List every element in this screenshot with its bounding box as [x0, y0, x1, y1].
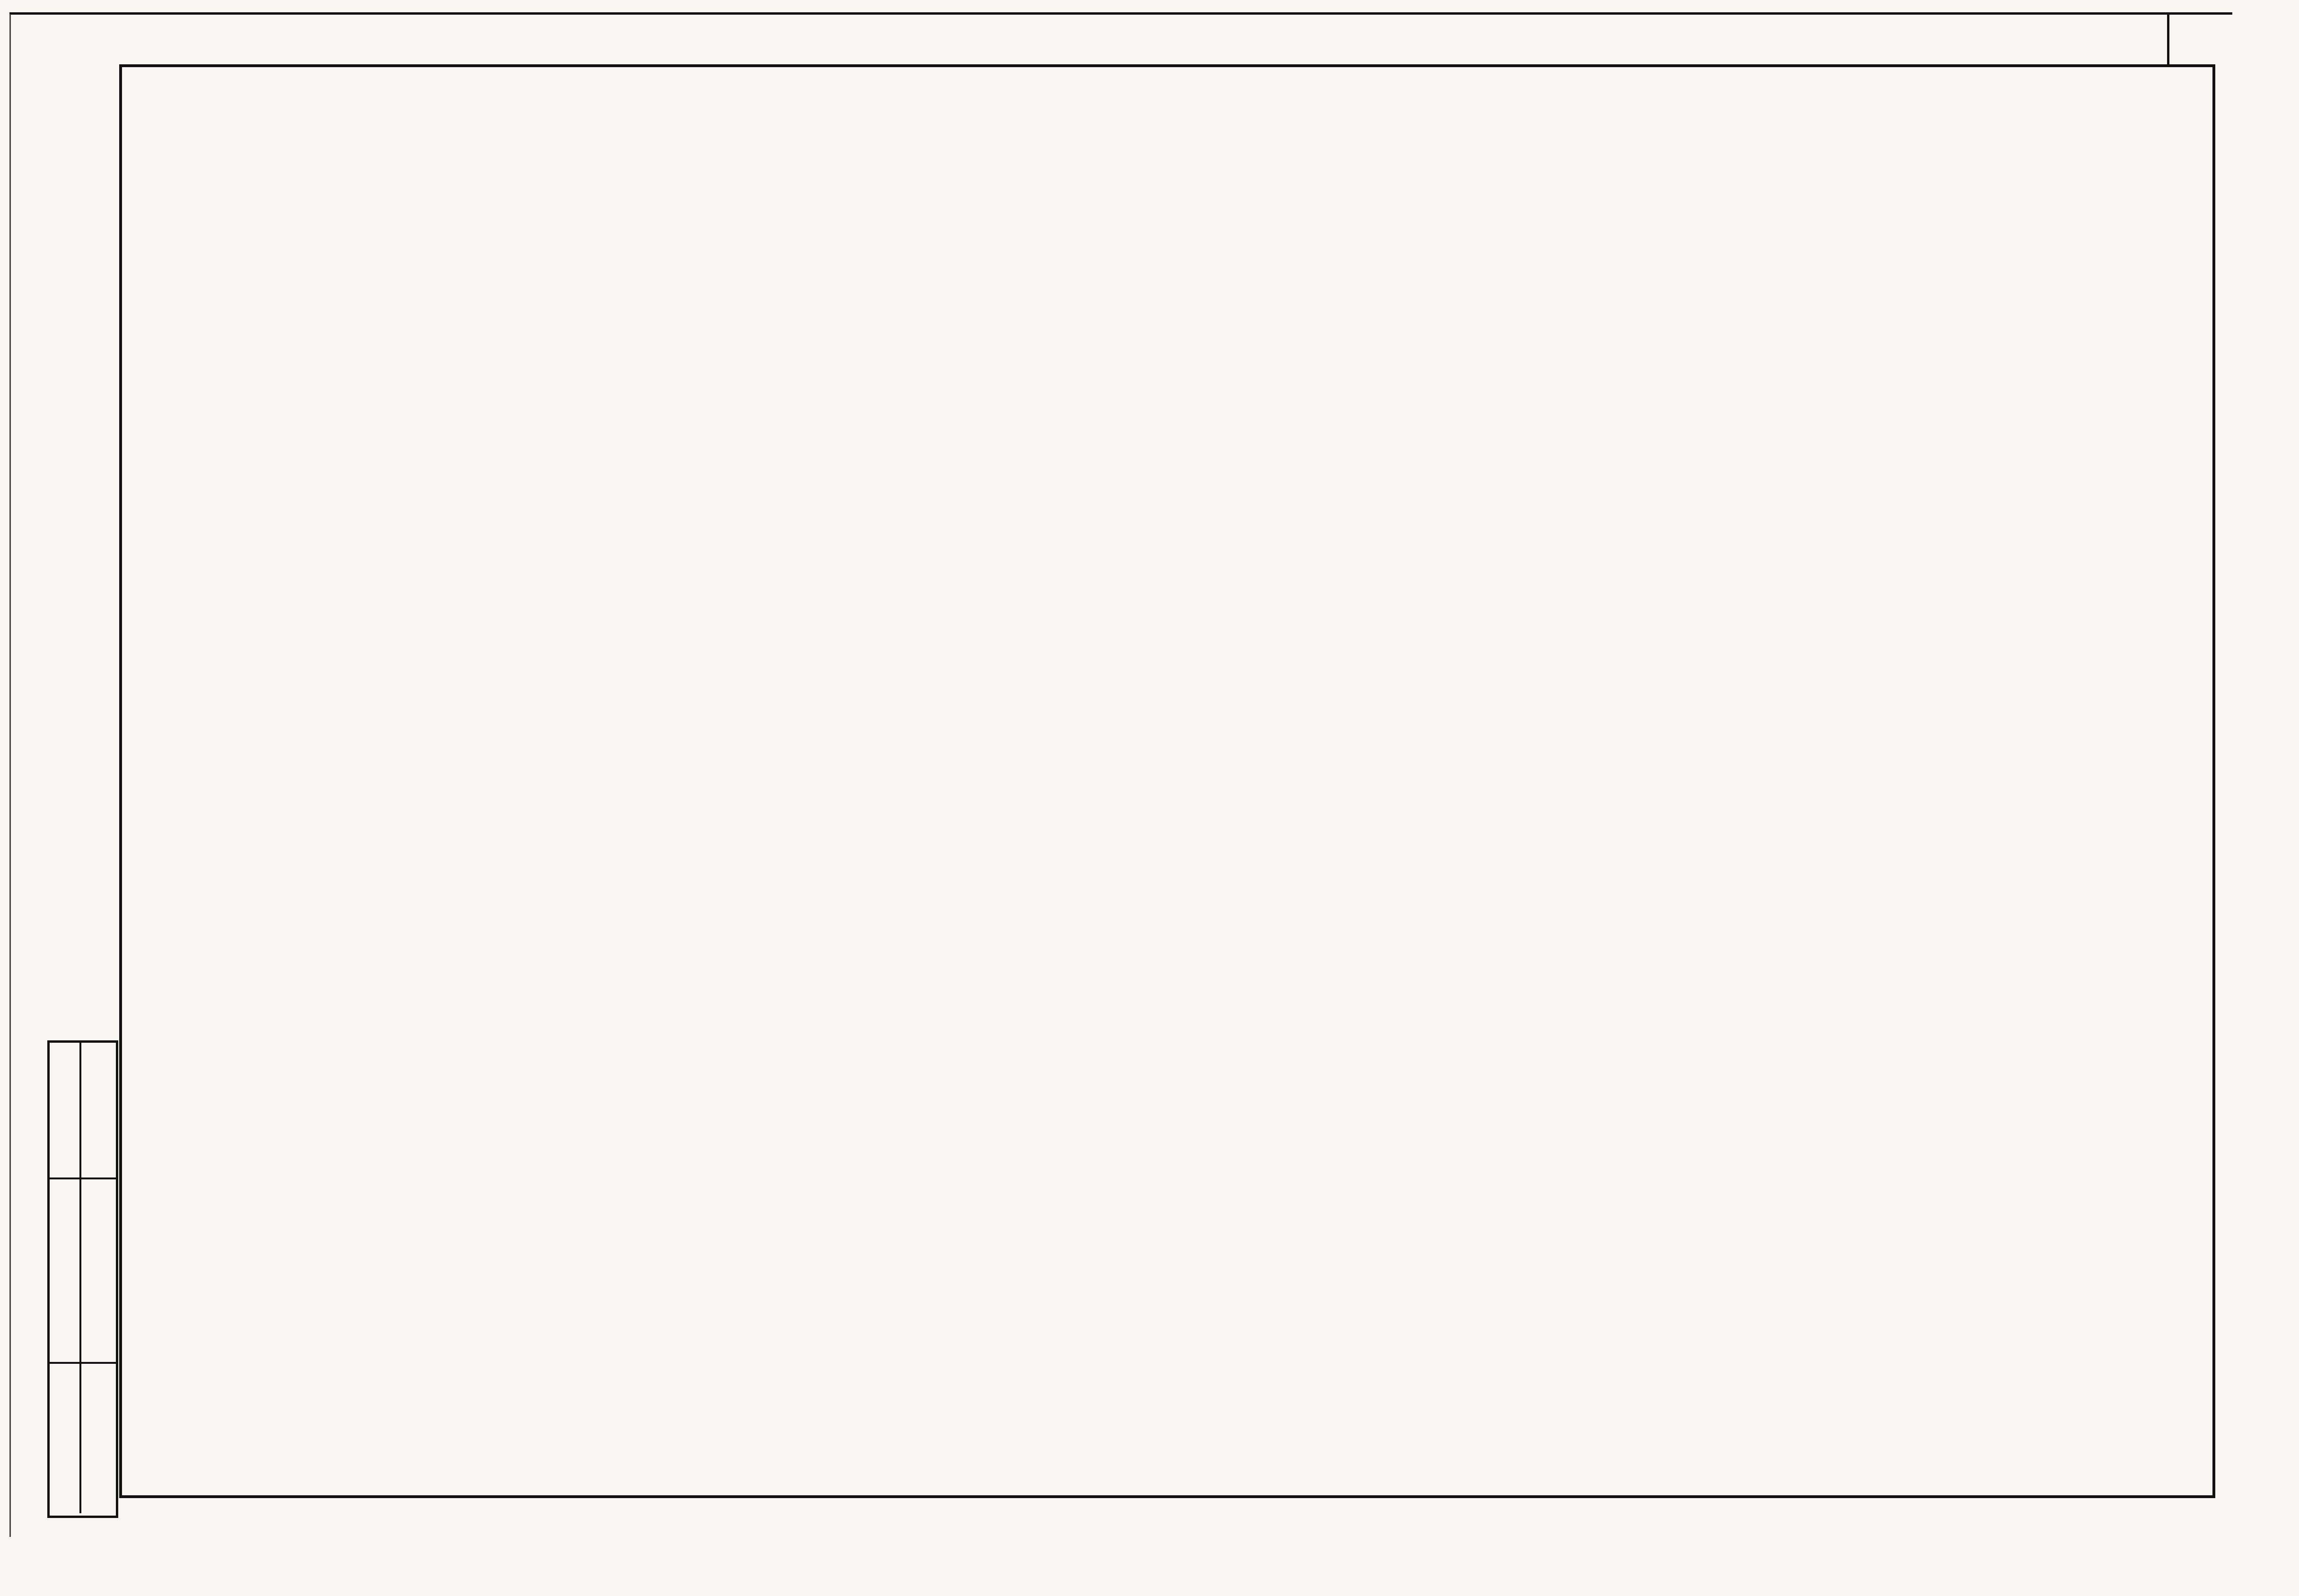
side-stamp-h1: [47, 1177, 116, 1179]
side-stamp-divider: [79, 1040, 81, 1513]
side-stamp-h2: [47, 1362, 116, 1364]
left-binding-line: [9, 14, 11, 1537]
main-frame: [119, 64, 2215, 1498]
side-stamp-frame: [47, 1040, 118, 1518]
page-number-box-line: [2167, 12, 2169, 65]
top-edge-line: [9, 12, 2232, 15]
